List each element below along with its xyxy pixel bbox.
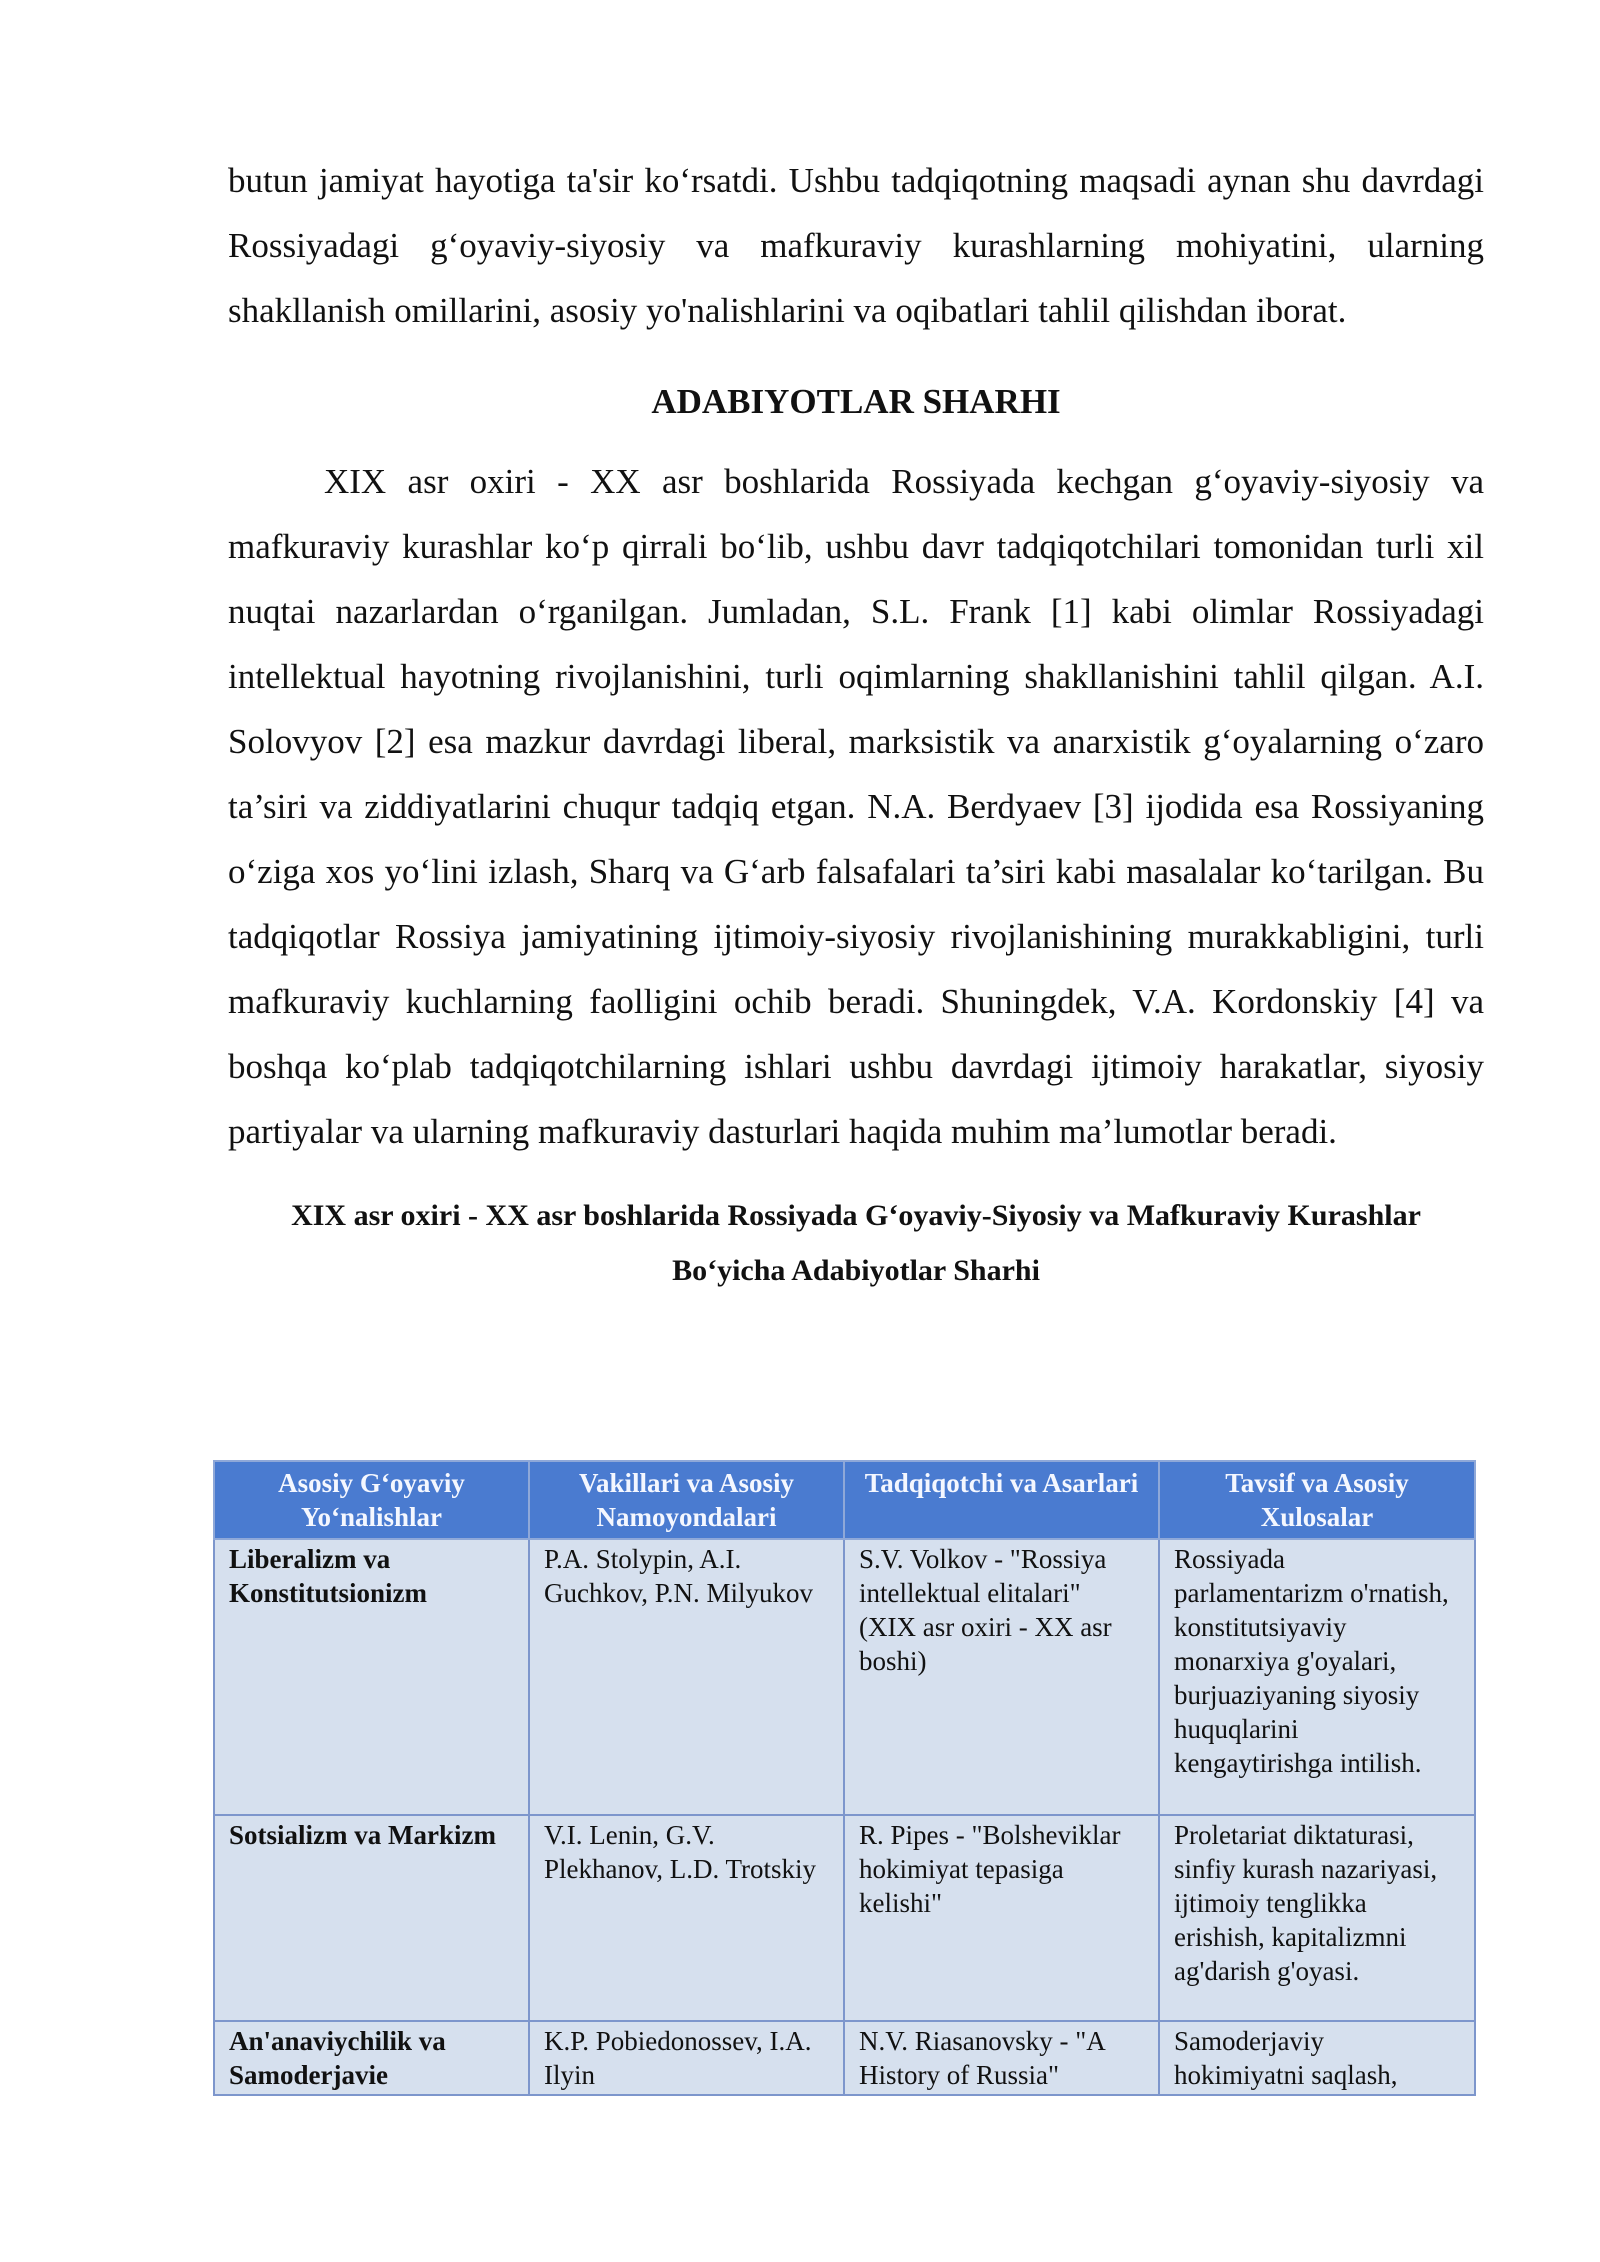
literature-review-paragraph: XIX asr oxiri - XX asr boshlarida Rossiyada kechgan g‘oyaviy-siyosiy va mafkuraviy kurashlar ko‘p qirrali bo‘lib, ushbu davr tadqiqotchilari tomonidan turli xil nuqtai nazarlardan o‘rganilgan. Jumladan, S.L. Frank [1] kabi olimlar Rossiyadagi intellektual hayotning rivojlanishini, turli oqimlarning shakllanishini tahlil qilgan. A.I. Solovyov [2] esa mazkur davrdagi liberal, marksistik va anarxistik g‘oyalarning o‘zaro ta’siri va ziddiyatlarini chuqur tadqiq etgan. N.A. Berdyaev [3] ijodida esa Rossiyaning o‘ziga xos yo‘lini izlash, Sharq va G‘arb falsafalari ta’siri kabi masalalar ko‘tarilgan. Bu tadqiqotlar Rossiya jamiyatining ijtimoiy-siyosiy rivojlanishining murakkabligini, turli mafkuraviy kuchlarning faolligini ochib beradi. Shuningdek, V.A. Kordonskiy [4] va boshqa ko‘plab tadqiqotchilarning ishlari ushbu davrdagi ijtimoiy harakatlar, siyosiy partiyalar va ularning mafkuraviy dasturlari haqida muhim ma’lumotlar beradi. [228, 462, 1484, 1151]
table-row [214, 1539, 1475, 1815]
cell-direction: Liberalizm va Konstitutsionizm [214, 1539, 529, 1815]
literature-table [213, 1460, 1476, 2096]
cell-researcher: S.V. Volkov - "Rossiya intellektual elitalari" (XIX asr oxiri - XX asr boshi) [844, 1539, 1159, 1815]
section-heading: ADABIYOTLAR SHARHI [651, 382, 1061, 421]
cell-representatives: K.P. Pobiedonossev, I.A. Ilyin [529, 2021, 844, 2095]
cell-description: Samoderjaviy hokimiyatni saqlash, [1159, 2021, 1475, 2095]
intro-paragraph: butun jamiyat hayotiga ta'sir ko‘rsatdi. Ushbu tadqiqotning maqsadi aynan shu davrdagi Rossiyadagi g‘oyaviy-siyosiy va mafkuraviy kurashlarning mohiyatini, ularning shakllanish omillarini, asosiy yo'nalishlarini va oqibatlari tahlil qilishdan iborat. [228, 161, 1484, 330]
table-row [214, 1815, 1475, 2021]
header-directions: Asosiy G‘oyaviy Yo‘nalishlar [214, 1461, 529, 1539]
document-page [228, 148, 1484, 1298]
cell-description: Proletariat diktaturasi, sinfiy kurash nazariyasi, ijtimoiy tenglikka erishish, kapitalizmni ag'darish g'oyasi. [1159, 1815, 1475, 2021]
cell-researcher: R. Pipes - "Bolsheviklar hokimiyat tepasiga kelishi" [844, 1815, 1159, 2021]
table-header-row [214, 1461, 1475, 1539]
header-representatives: Vakillari va Asosiy Namoyondalari [529, 1461, 844, 1539]
cell-representatives: P.A. Stolypin, A.I. Guchkov, P.N. Milyukov [529, 1539, 844, 1815]
cell-direction: Sotsializm va Markizm [214, 1815, 529, 2021]
header-researchers: Tadqiqotchi va Asarlari [844, 1461, 1159, 1539]
cell-direction: An'anaviychilik va Samoderjavie [214, 2021, 529, 2095]
table-row [214, 2021, 1475, 2095]
cell-representatives: V.I. Lenin, G.V. Plekhanov, L.D. Trotskiy [529, 1815, 844, 2021]
cell-researcher: N.V. Riasanovsky - "A History of Russia" [844, 2021, 1159, 2095]
header-description: Tavsif va Asosiy Xulosalar [1159, 1461, 1475, 1539]
table-caption: XIX asr oxiri - XX asr boshlarida Rossiyada G‘oyaviy-Siyosiy va Mafkuraviy Kurashlar Bo‘yicha Adabiyotlar Sharhi [291, 1199, 1421, 1287]
cell-description: Rossiyada parlamentarizm o'rnatish, konstitutsiyaviy monarxiya g'oyalari, burjuaziyaning siyosiy huquqlarini kengaytirishga intilish. [1159, 1539, 1475, 1815]
